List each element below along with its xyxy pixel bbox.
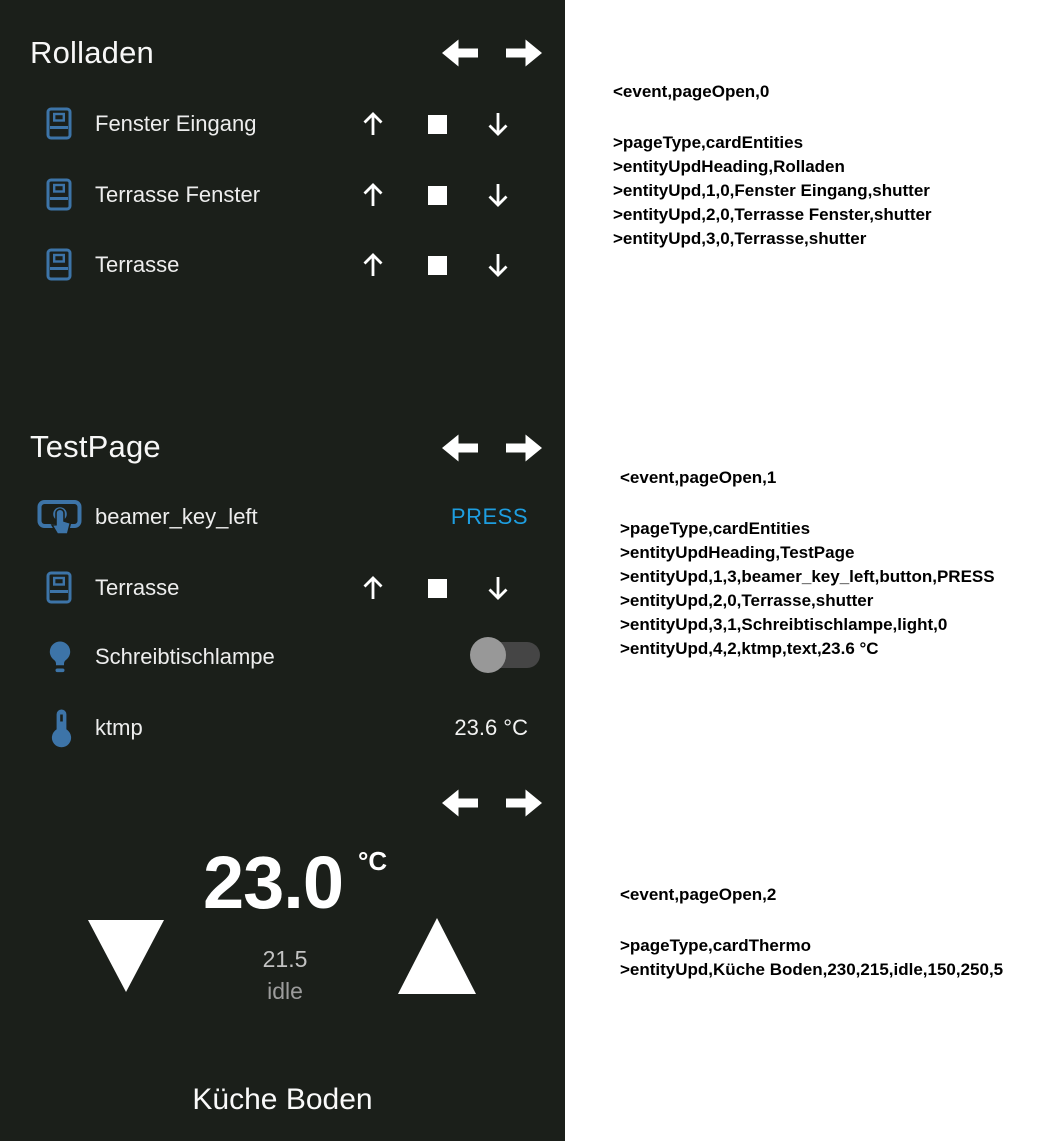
- entity-name: Schreibtischlampe: [95, 644, 275, 669]
- protocol-event-line: <event,pageOpen,2: [620, 885, 777, 904]
- press-button[interactable]: PRESS: [450, 504, 528, 529]
- entity-row: [0, 173, 565, 217]
- shutter-stop-icon[interactable]: [428, 186, 447, 205]
- thermostat-title: Küche Boden: [192, 1083, 373, 1116]
- card-testpage: [0, 410, 565, 770]
- current-temperature: 23.0: [203, 841, 344, 924]
- window-shutter-icon: [46, 178, 72, 211]
- card-rolladen: [0, 0, 565, 410]
- shutter-stop-icon[interactable]: [428, 579, 447, 598]
- target-temperature: 21.5: [262, 946, 308, 972]
- entity-name: Terrasse Fenster: [95, 182, 261, 207]
- protocol-gap: [620, 490, 995, 517]
- page-title: TestPage: [30, 429, 161, 464]
- shutter-up-icon[interactable]: [360, 182, 386, 208]
- protocol-event-line: <event,pageOpen,1: [620, 468, 777, 487]
- nav-prev-page-icon[interactable]: [440, 788, 480, 818]
- shutter-down-icon[interactable]: [485, 111, 511, 137]
- entity-row: [0, 243, 565, 287]
- entity-row: [0, 635, 565, 679]
- protocol-gap: [613, 104, 932, 131]
- protocol-gap: [620, 907, 1003, 934]
- shutter-down-icon[interactable]: [485, 252, 511, 278]
- shutter-up-icon[interactable]: [360, 252, 386, 278]
- thermostat-state: idle: [267, 978, 303, 1004]
- shutter-stop-icon[interactable]: [428, 256, 447, 275]
- temp-up-icon[interactable]: [396, 916, 478, 996]
- shutter-stop-icon[interactable]: [428, 115, 447, 134]
- toggle-knob: [470, 637, 506, 673]
- nav-next-page-icon[interactable]: [504, 433, 544, 463]
- protocol-line: >entityUpd,1,0,Fenster Eingang,shutter: [613, 181, 930, 200]
- sensor-value: 23.6 °C: [454, 715, 528, 740]
- shutter-up-icon[interactable]: [360, 575, 386, 601]
- entity-name: Terrasse: [95, 252, 180, 277]
- protocol-line: >pageType,cardEntities: [620, 519, 811, 538]
- entity-name: ktmp: [95, 715, 143, 740]
- protocol-line: >entityUpd,1,3,beamer_key_left,button,PRESS: [620, 567, 995, 586]
- protocol-line: >entityUpdHeading,TestPage: [620, 543, 855, 562]
- protocol-line: >entityUpd,3,1,Schreibtischlampe,light,0: [620, 615, 948, 634]
- gesture-tap-button-icon: [37, 497, 82, 538]
- protocol-line: >entityUpd,2,0,Terrasse Fenster,shutter: [613, 205, 932, 224]
- light-toggle[interactable]: [470, 636, 542, 674]
- shutter-up-icon[interactable]: [360, 111, 386, 137]
- window-shutter-icon: [46, 107, 72, 140]
- entity-row: [0, 566, 565, 610]
- window-shutter-icon: [46, 571, 72, 604]
- temperature-unit: °C: [358, 846, 388, 876]
- nav-prev-page-icon[interactable]: [440, 38, 480, 68]
- protocol-event-line: <event,pageOpen,0: [613, 82, 770, 101]
- protocol-block-page0: [613, 80, 932, 251]
- lightbulb-icon: [45, 640, 75, 675]
- temp-down-icon[interactable]: [86, 918, 166, 994]
- protocol-line: >entityUpd,3,0,Terrasse,shutter: [613, 229, 867, 248]
- thermometer-icon: [50, 708, 73, 749]
- entity-row: [0, 495, 565, 539]
- protocol-line: >entityUpd,Küche Boden,230,215,idle,150,250,5: [620, 960, 1004, 979]
- shutter-down-icon[interactable]: [485, 182, 511, 208]
- entity-row: [0, 706, 565, 750]
- nav-prev-page-icon[interactable]: [440, 433, 480, 463]
- protocol-line: >pageType,cardThermo: [620, 936, 811, 955]
- protocol-block-page1: [620, 466, 995, 661]
- window-shutter-icon: [46, 248, 72, 281]
- protocol-line: >entityUpd,4,2,ktmp,text,23.6 °C: [620, 639, 879, 658]
- entity-name: beamer_key_left: [95, 504, 258, 529]
- nav-next-page-icon[interactable]: [504, 788, 544, 818]
- protocol-line: >entityUpdHeading,Rolladen: [613, 157, 845, 176]
- shutter-down-icon[interactable]: [485, 575, 511, 601]
- entity-row: [0, 102, 565, 146]
- page-title: Rolladen: [30, 35, 154, 70]
- entity-name: Fenster Eingang: [95, 111, 257, 136]
- entity-name: Terrasse: [95, 575, 180, 600]
- protocol-block-page2: [620, 883, 1003, 982]
- nav-next-page-icon[interactable]: [504, 38, 544, 68]
- protocol-line: >entityUpd,2,0,Terrasse,shutter: [620, 591, 874, 610]
- protocol-line: >pageType,cardEntities: [613, 133, 804, 152]
